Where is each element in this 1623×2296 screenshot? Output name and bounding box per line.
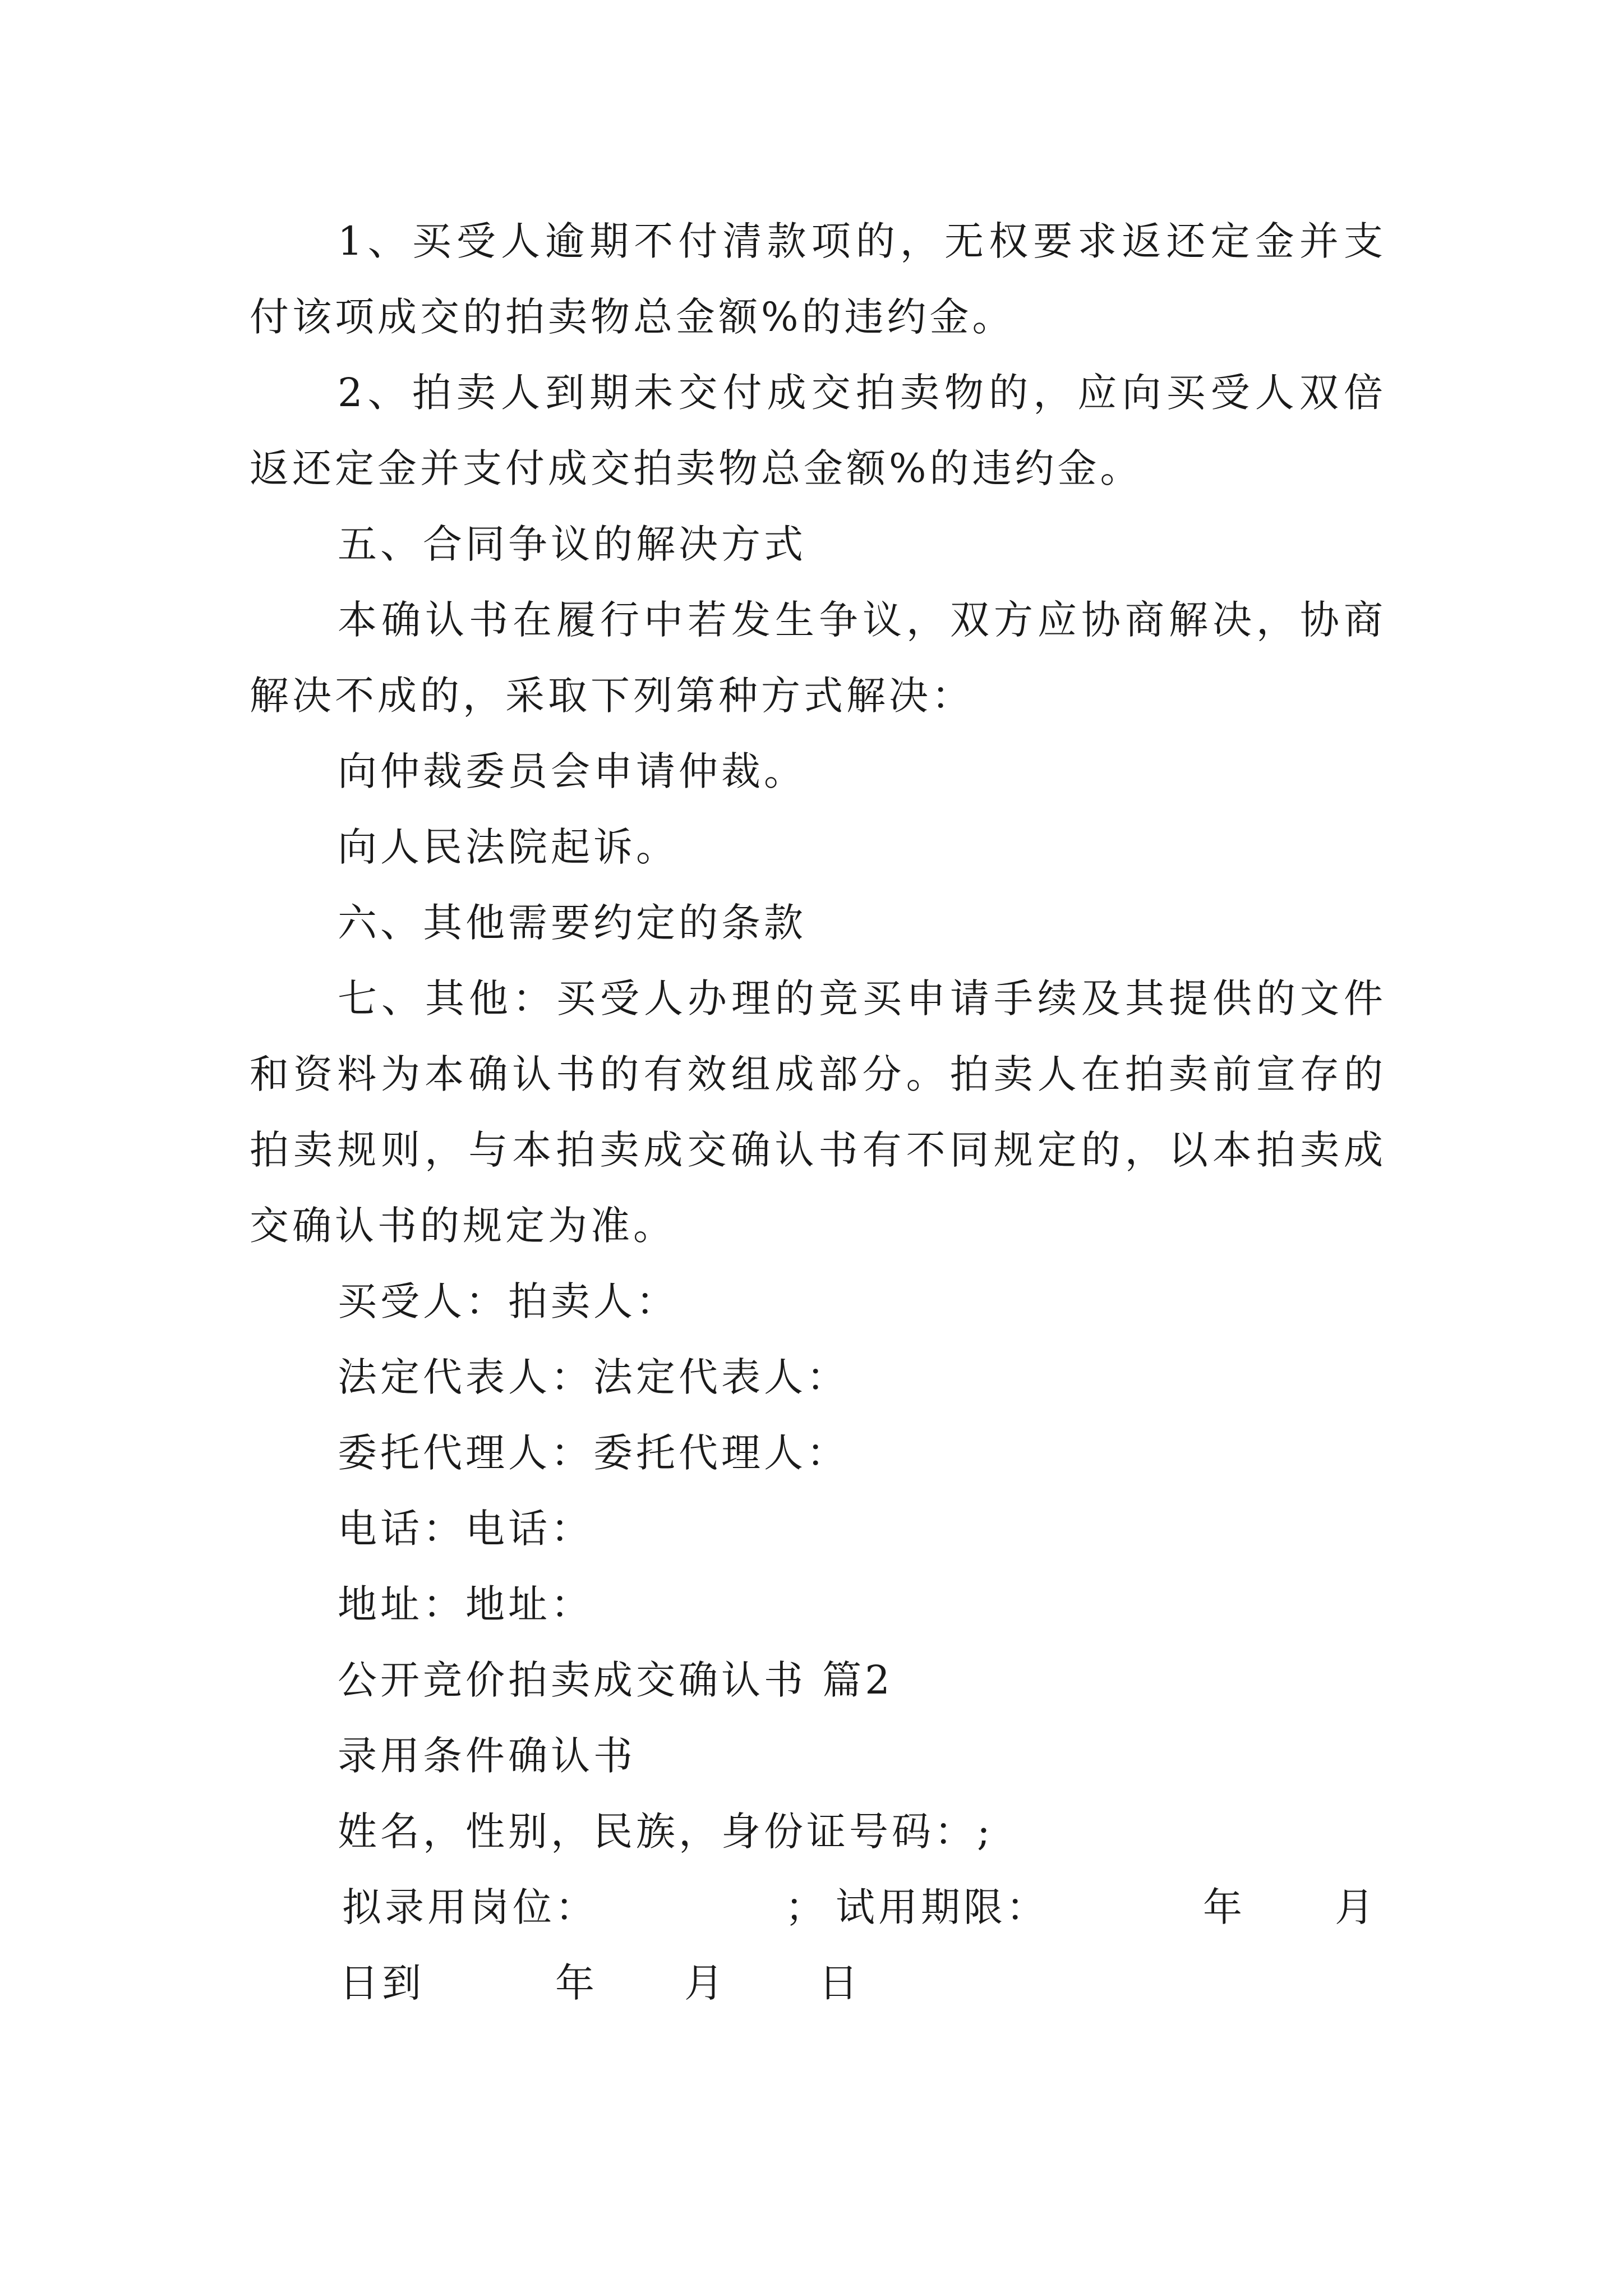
year-label: 年 xyxy=(555,1960,598,2006)
position-label: 拟录用岗位： xyxy=(342,1884,598,1930)
section-heading: 录用条件确认书 xyxy=(338,1733,636,1779)
signature-line: 委托代理人：委托代理人： xyxy=(338,1430,849,1476)
paragraph-line: 返还定金并支付成交拍卖物总金额%的违约金。 xyxy=(250,445,1143,491)
article-title: 公开竞价拍卖成交确认书 篇2 xyxy=(338,1657,893,1703)
paragraph-line: 向人民法院起诉。 xyxy=(338,824,679,870)
month-label: 月 xyxy=(684,1960,727,2006)
signature-line: 法定代表人：法定代表人： xyxy=(338,1354,849,1400)
position-line xyxy=(0,1882,1623,1932)
section-heading: 五、合同争议的解决方式 xyxy=(338,521,806,567)
paragraph-line: 本确认书在履行中若发生争议，双方应协商解决，协商 xyxy=(338,597,1386,643)
signature-line: 地址：地址： xyxy=(338,1581,593,1627)
paragraph-line: 付该项成交的拍卖物总金额%的违约金。 xyxy=(250,294,1015,340)
month-label: 月 xyxy=(1335,1884,1377,1930)
trial-period-label: 试用期限： xyxy=(836,1884,1049,1930)
paragraph-line: 拍卖规则，与本拍卖成交确认书有不同规定的，以本拍卖成 xyxy=(250,1127,1386,1173)
paragraph-line: 2、拍卖人到期未交付成交拍卖物的，应向买受人双倍 xyxy=(338,370,1386,416)
paragraph-line: 七、其他：买受人办理的竞买申请手续及其提供的文件 xyxy=(338,976,1386,1022)
paragraph-line: 交确认书的规定为准。 xyxy=(250,1203,676,1249)
day-label: 日 xyxy=(819,1960,861,2006)
paragraph-line: 解决不成的，采取下列第种方式解决： xyxy=(250,673,974,719)
section-heading: 六、其他需要约定的条款 xyxy=(338,900,806,946)
signature-line: 电话：电话： xyxy=(338,1506,593,1552)
paragraph-line: 姓名，性别，民族，身份证号码：; xyxy=(338,1809,994,1855)
day-to-label: 日到 xyxy=(339,1960,425,2006)
paragraph-line: 1、买受人逾期不付清款项的，无权要求返还定金并支 xyxy=(338,218,1386,264)
paragraph-line: 和资料为本确认书的有效组成部分。拍卖人在拍卖前宣存的 xyxy=(250,1051,1386,1097)
signature-line: 买受人：拍卖人： xyxy=(338,1278,679,1324)
semicolon: ； xyxy=(785,1884,828,1930)
paragraph-line: 向仲裁委员会申请仲裁。 xyxy=(338,748,806,794)
date-line xyxy=(0,1958,1623,2008)
year-label: 年 xyxy=(1203,1884,1246,1930)
